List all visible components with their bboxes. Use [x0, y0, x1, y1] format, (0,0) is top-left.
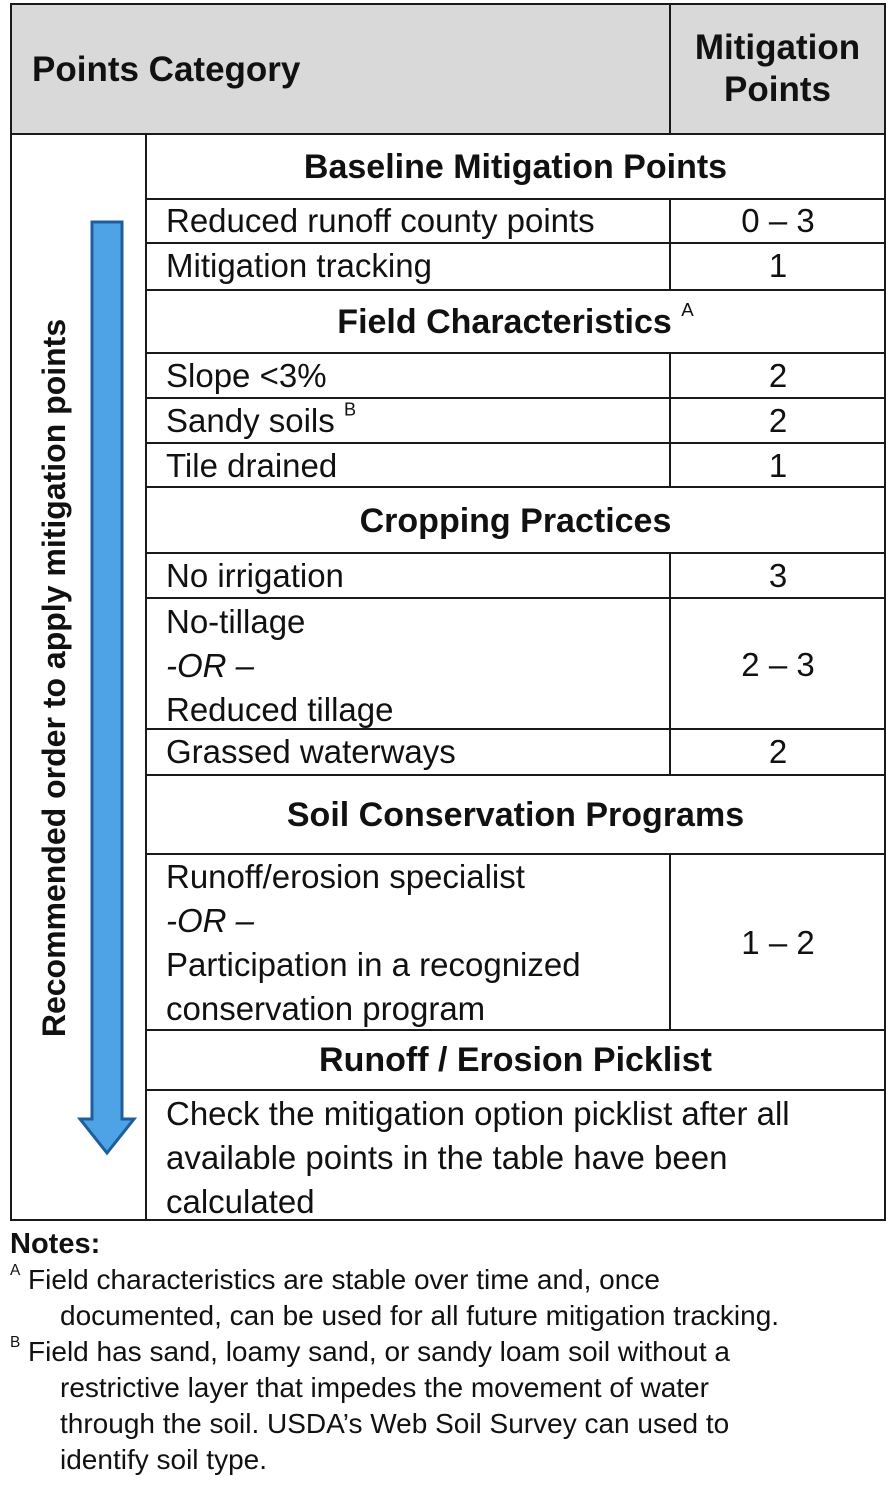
note-a-line2: documented, can be used for all future mitigation tracking. — [60, 1300, 780, 1331]
row-label-reduced-runoff: Reduced runoff county points — [166, 202, 595, 239]
note-a-line1: Field characteristics are stable over time and, once — [28, 1264, 660, 1295]
arrow-label: Recommended order to apply mitigation points — [36, 318, 72, 1038]
mitigation-points-header-line2: Points — [724, 70, 831, 109]
field-title-text: Field Characteristics — [337, 303, 672, 341]
note-b-line3: through the soil. USDA’s Web Soil Survey can used to — [60, 1408, 730, 1439]
note-b-marker: B — [10, 1334, 21, 1352]
note-b-line2: restrictive layer that impedes the movement of water — [60, 1372, 709, 1403]
row-label-mitigation-tracking: Mitigation tracking — [166, 247, 432, 284]
notes — [10, 1226, 779, 1478]
row-label-slope: Slope <3% — [166, 357, 327, 394]
picklist-line3: calculated — [166, 1183, 315, 1220]
mitigation-points-header-line1: Mitigation — [694, 28, 861, 67]
points-category-header: Points Category — [32, 50, 301, 89]
row-label-soil-programs — [166, 855, 581, 1031]
row-label-sandy-soils — [166, 399, 356, 443]
row-points-grassed-waterways: 2 — [768, 733, 788, 770]
note-b-line1: Field has sand, loamy sand, or sandy loam soil without a — [28, 1336, 730, 1367]
row-label-tillage — [166, 600, 394, 732]
note-b-line4: identify soil type. — [60, 1444, 267, 1475]
soil-line1: Runoff/erosion specialist — [166, 858, 525, 895]
tillage-line3: Reduced tillage — [166, 691, 394, 728]
soil-or: -OR – — [166, 902, 255, 939]
tillage-line1: No-tillage — [166, 603, 306, 640]
note-b — [10, 1334, 779, 1370]
soil-line3: Participation in a recognized — [166, 946, 581, 983]
mitigation-points-header — [671, 27, 884, 111]
section-title-baseline: Baseline Mitigation Points — [303, 148, 728, 186]
section-title-soil: Soil Conservation Programs — [286, 796, 745, 834]
section-title-picklist: Runoff / Erosion Picklist — [319, 1041, 712, 1079]
mitigation-points-table — [10, 3, 886, 1221]
sandy-soils-note: B — [343, 399, 357, 420]
soil-line4: conservation program — [166, 990, 486, 1027]
row-points-slope: 2 — [768, 357, 788, 394]
down-arrow-icon — [70, 219, 142, 1157]
row-points-mitigation-tracking: 1 — [768, 247, 788, 284]
row-label-grassed-waterways: Grassed waterways — [166, 733, 456, 770]
row-points-sandy-soils: 2 — [768, 402, 788, 439]
picklist-line1: Check the mitigation option picklist after all — [166, 1095, 790, 1132]
row-points-no-irrigation: 3 — [768, 557, 788, 594]
row-label-tile-drained: Tile drained — [166, 447, 338, 484]
picklist-line2: available points in the table have been — [166, 1139, 728, 1176]
sandy-soils-text: Sandy soils — [166, 402, 335, 439]
section-title-cropping: Cropping Practices — [359, 502, 672, 540]
note-a-marker: A — [10, 1262, 21, 1280]
section-title-field — [145, 299, 886, 342]
notes-title: Notes: — [10, 1228, 101, 1260]
row-label-no-irrigation: No irrigation — [166, 557, 344, 594]
field-title-note: A — [681, 299, 694, 321]
note-a — [10, 1262, 779, 1298]
row-points-tillage: 2 – 3 — [741, 646, 815, 683]
row-points-soil-programs: 1 – 2 — [741, 924, 815, 961]
tillage-or: -OR – — [166, 647, 255, 684]
row-points-reduced-runoff: 0 – 3 — [741, 202, 815, 239]
row-points-tile-drained: 1 — [768, 447, 788, 484]
picklist-text — [166, 1092, 790, 1224]
